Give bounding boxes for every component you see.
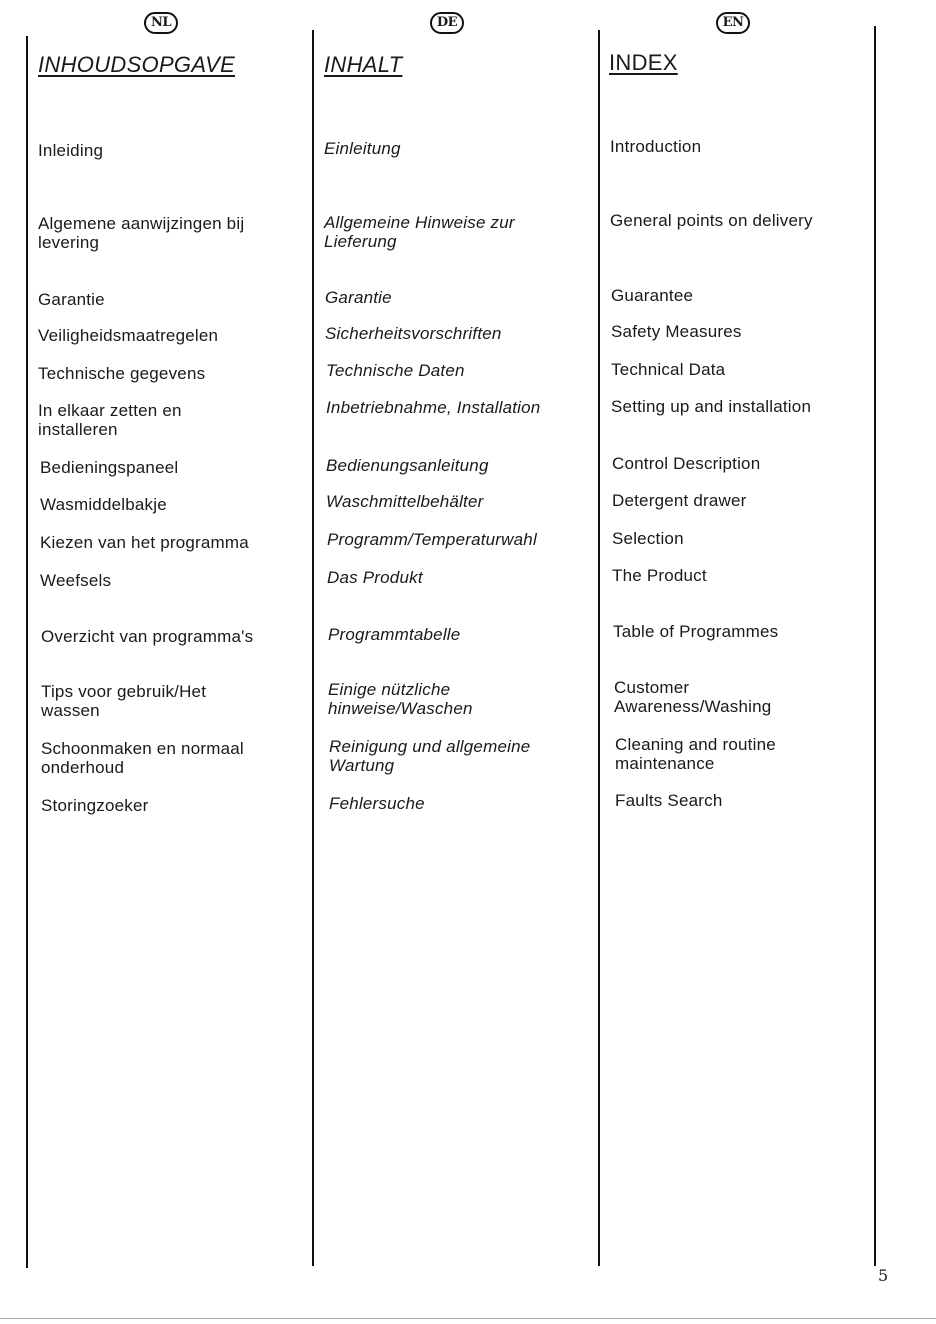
toc-item: Storingzoeker [41, 796, 149, 815]
toc-item: Wasmiddelbakje [40, 495, 167, 514]
toc-item: Tips voor gebruik/Het wassen [41, 682, 207, 720]
toc-item: Garantie [38, 290, 105, 309]
toc-item: Waschmittelbehälter [326, 492, 484, 511]
toc-item: Technische gegevens [38, 364, 206, 383]
toc-item: Setting up and installation [611, 397, 812, 416]
toc-item: Programmtabelle [328, 625, 461, 644]
toc-item: Table of Programmes [613, 622, 779, 641]
bottom-edge-rule [0, 1318, 936, 1319]
heading-nl: INHOUDSOPGAVE [38, 52, 236, 77]
column-divider-middle-2 [598, 30, 600, 1266]
toc-item: Einige nützliche hinweise/Waschen [328, 680, 473, 718]
toc-item: Technische Daten [326, 361, 465, 380]
toc-item: Technical Data [611, 360, 726, 379]
language-badge-nl: NL [144, 12, 178, 34]
toc-item: Algemene aanwijzingen bij levering [38, 214, 245, 252]
heading-de: INHALT [324, 52, 403, 77]
toc-item: Einleitung [324, 139, 401, 158]
page-number: 5 [878, 1266, 889, 1285]
toc-item: The Product [612, 566, 707, 585]
toc-item: Introduction [610, 137, 702, 156]
toc-item: Bedieningspaneel [40, 458, 179, 477]
toc-item: Programm/Temperaturwahl [327, 530, 537, 549]
toc-item: Schoonmaken en normaal onderhoud [41, 739, 244, 777]
toc-item: Customer Awareness/Washing [614, 678, 772, 716]
toc-item: Fehlersuche [329, 794, 425, 813]
toc-item: Weefsels [40, 571, 112, 590]
toc-item: Das Produkt [327, 568, 423, 587]
toc-item: Garantie [325, 288, 392, 307]
toc-item: Guarantee [611, 286, 694, 305]
toc-item: Allgemeine Hinweise zur Lieferung [324, 213, 515, 251]
toc-item: Inleiding [38, 141, 104, 160]
column-divider-right [874, 26, 876, 1266]
toc-item: Sicherheitsvorschriften [325, 324, 502, 343]
toc-item: Selection [612, 529, 684, 548]
toc-item: Overzicht van programma's [41, 627, 254, 646]
toc-item: Detergent drawer [612, 491, 747, 510]
toc-item: Reinigung und allgemeine Wartung [329, 737, 531, 775]
toc-item: Kiezen van het programma [40, 533, 249, 552]
toc-item: Faults Search [615, 791, 723, 810]
column-divider-left [26, 36, 28, 1268]
toc-item: Veiligheidsmaatregelen [38, 326, 219, 345]
column-divider-middle-1 [312, 30, 314, 1266]
language-badge-en: EN [716, 12, 750, 34]
toc-item: Safety Measures [611, 322, 742, 341]
heading-en: INDEX [609, 50, 678, 75]
toc-item: Bedienungsanleitung [326, 456, 489, 475]
toc-item: In elkaar zetten en installeren [38, 401, 182, 439]
toc-item: Cleaning and routine maintenance [615, 735, 776, 773]
toc-item: Inbetriebnahme, Installation [326, 398, 541, 417]
toc-item: Control Description [612, 454, 761, 473]
language-badge-de: DE [430, 12, 464, 34]
toc-item: General points on delivery [610, 211, 813, 230]
